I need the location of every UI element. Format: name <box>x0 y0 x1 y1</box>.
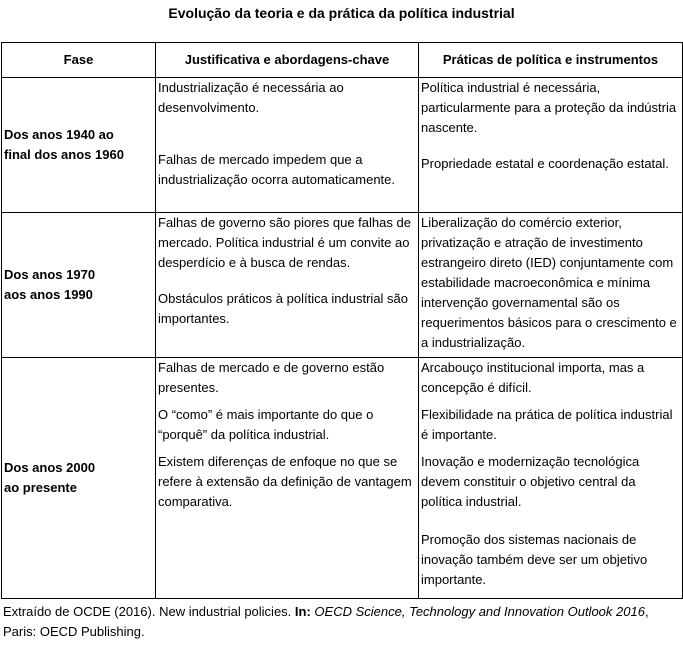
justification-paragraph: Existem diferenças de enfoque no que se refere à extensão da definição de vantagem comparativa. <box>158 454 412 509</box>
table-header-row <box>2 43 683 78</box>
practices-paragraph: Flexibilidade na prática de política industrial é importante. <box>421 407 673 442</box>
practices-cell <box>419 358 683 599</box>
table-row <box>2 358 683 599</box>
practices-paragraph: Liberalização do comércio exterior, privatização e atração de investimento estrangeiro direto (IED) conjuntamente com estabilidade macroeconômica e mínima intervenção governamental são os requerimentos básicos para o crescimento e a industrialização. <box>421 215 677 350</box>
phase-line: Dos anos 2000 <box>4 460 96 475</box>
policy-evolution-table <box>1 42 683 599</box>
source-publication: OECD Science, Technology and Innovation Outlook 2016 <box>314 604 645 619</box>
justification-cell <box>156 358 419 599</box>
justification-cell <box>156 78 419 213</box>
practices-paragraph: Propriedade estatal e coordenação estatal. <box>421 156 669 171</box>
phase-line: ao presente <box>4 480 77 495</box>
phase-cell <box>2 78 156 213</box>
column-header-practices: Práticas de política e instrumentos <box>419 43 683 78</box>
table-row <box>2 213 683 358</box>
source-prefix: Extraído de OCDE (2016). New industrial policies. <box>3 604 295 619</box>
phase-line: Dos anos 1970 <box>4 267 96 282</box>
source-in-label: In: <box>294 604 311 619</box>
practices-paragraph: Inovação e modernização tecnológica devem constituir o objetivo central da política industrial. <box>421 454 640 509</box>
phase-line: aos anos 1990 <box>4 287 93 302</box>
practices-paragraph: Arcabouço institucional importa, mas a concepção é difícil. <box>421 360 645 395</box>
practices-cell <box>419 213 683 358</box>
column-header-justification: Justificativa e abordagens-chave <box>156 43 419 78</box>
justification-paragraph: O “como” é mais importante do que o “porquê” da política industrial. <box>158 407 374 442</box>
phase-cell <box>2 213 156 358</box>
justification-paragraph: Obstáculos práticos à política industrial são importantes. <box>158 291 409 326</box>
justification-paragraph: Falhas de governo são piores que falhas de mercado. Política industrial é um convite ao desperdício e à busca de rendas. <box>158 215 411 270</box>
practices-paragraph: Promoção dos sistemas nacionais de inovação também deve ser um objetivo importante. <box>421 532 648 587</box>
page-title: Evolução da teoria e da prática da política industrial <box>168 5 515 21</box>
table-row <box>2 78 683 213</box>
source-suffix: , Paris: OECD Publishing. <box>3 604 649 639</box>
justification-cell <box>156 213 419 358</box>
column-header-phase: Fase <box>2 43 156 78</box>
phase-line: final dos anos 1960 <box>4 147 124 162</box>
justification-paragraph: Falhas de mercado e de governo estão presentes. <box>158 360 385 395</box>
justification-paragraph: Falhas de mercado impedem que a industrialização ocorra automaticamente. <box>158 152 396 187</box>
justification-paragraph: Industrialização é necessária ao desenvolvimento. <box>158 80 344 115</box>
practices-cell <box>419 78 683 213</box>
practices-paragraph: Política industrial é necessária, particularmente para a proteção da indústria nascente. <box>421 80 677 135</box>
source-note <box>3 602 681 642</box>
phase-cell <box>2 358 156 599</box>
phase-line: Dos anos 1940 ao <box>4 127 114 142</box>
